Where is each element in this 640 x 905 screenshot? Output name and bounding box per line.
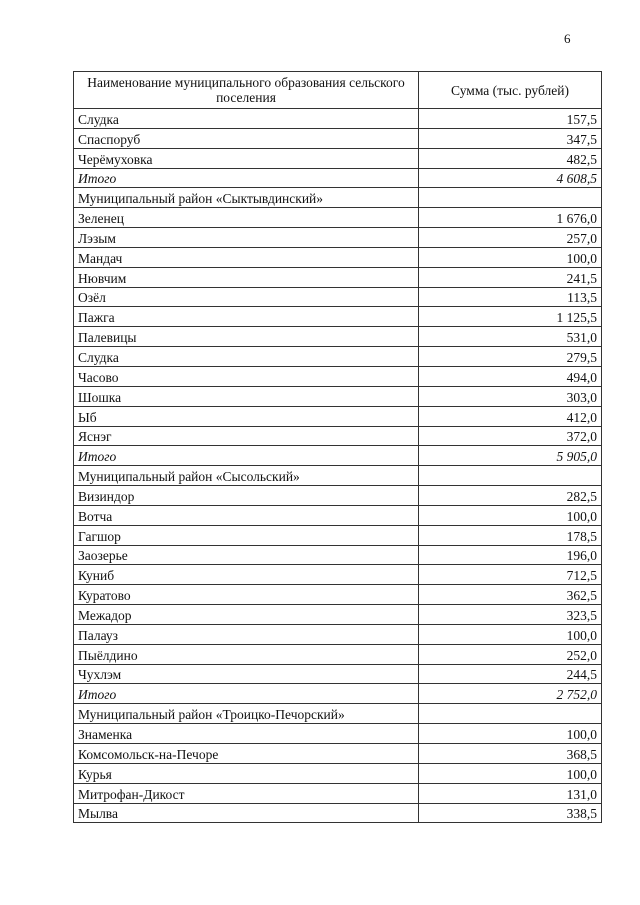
table-row xyxy=(74,247,602,267)
district-row xyxy=(74,466,602,486)
sum-cell: 244,5 xyxy=(419,664,602,684)
sum-cell: 712,5 xyxy=(419,565,602,585)
sum-cell: 131,0 xyxy=(419,783,602,803)
settlement-name: Спаспоруб xyxy=(74,128,419,148)
settlement-name: Ыб xyxy=(74,406,419,426)
table-row xyxy=(74,208,602,228)
settlement-name: Пыёлдино xyxy=(74,644,419,664)
table-row xyxy=(74,783,602,803)
settlement-name: Яснэг xyxy=(74,426,419,446)
sum-cell: 347,5 xyxy=(419,128,602,148)
table-row xyxy=(74,228,602,248)
table-row xyxy=(74,486,602,506)
total-label: Итого xyxy=(74,684,419,704)
settlement-name: Шошка xyxy=(74,386,419,406)
sum-cell: 1 125,5 xyxy=(419,307,602,327)
settlement-name: Нювчим xyxy=(74,267,419,287)
sum-cell: 323,5 xyxy=(419,605,602,625)
settlement-name: Чухлэм xyxy=(74,664,419,684)
table-row xyxy=(74,347,602,367)
sum-cell: 100,0 xyxy=(419,724,602,744)
district-name: Муниципальный район «Сысольский» xyxy=(74,466,419,486)
table-row xyxy=(74,505,602,525)
sum-cell: 1 676,0 xyxy=(419,208,602,228)
sum-cell xyxy=(419,188,602,208)
settlement-name: Куратово xyxy=(74,585,419,605)
sum-cell: 362,5 xyxy=(419,585,602,605)
sum-cell: 482,5 xyxy=(419,148,602,168)
table-row xyxy=(74,763,602,783)
sum-cell: 303,0 xyxy=(419,386,602,406)
table-row xyxy=(74,624,602,644)
sum-cell xyxy=(419,466,602,486)
settlement-name: Мандач xyxy=(74,247,419,267)
sum-cell: 372,0 xyxy=(419,426,602,446)
settlement-name: Озёл xyxy=(74,287,419,307)
budget-table xyxy=(73,71,602,823)
sum-cell: 100,0 xyxy=(419,505,602,525)
total-sum: 2 752,0 xyxy=(419,684,602,704)
table-row xyxy=(74,109,602,129)
sum-cell: 178,5 xyxy=(419,525,602,545)
total-label: Итого xyxy=(74,446,419,466)
table-row xyxy=(74,366,602,386)
district-row xyxy=(74,704,602,724)
sum-cell: 412,0 xyxy=(419,406,602,426)
settlement-name: Заозерье xyxy=(74,545,419,565)
table-row xyxy=(74,644,602,664)
district-name: Муниципальный район «Сыктывдинский» xyxy=(74,188,419,208)
table-row xyxy=(74,545,602,565)
sum-cell: 531,0 xyxy=(419,327,602,347)
total-sum: 5 905,0 xyxy=(419,446,602,466)
total-label: Итого xyxy=(74,168,419,188)
sum-cell: 196,0 xyxy=(419,545,602,565)
sum-cell: 100,0 xyxy=(419,624,602,644)
column-header-sum: Сумма (тыс. рублей) xyxy=(419,72,602,109)
settlement-name: Курья xyxy=(74,763,419,783)
settlement-name: Пажга xyxy=(74,307,419,327)
column-header-name: Наименование муниципального образования сельского поселения xyxy=(74,72,419,109)
table-row xyxy=(74,605,602,625)
sum-cell: 282,5 xyxy=(419,486,602,506)
settlement-name: Митрофан-Дикост xyxy=(74,783,419,803)
sum-cell: 241,5 xyxy=(419,267,602,287)
sum-cell: 279,5 xyxy=(419,347,602,367)
table-row xyxy=(74,148,602,168)
table-row xyxy=(74,267,602,287)
table-row xyxy=(74,803,602,823)
sum-cell: 494,0 xyxy=(419,366,602,386)
settlement-name: Зеленец xyxy=(74,208,419,228)
page-number: 6 xyxy=(564,31,571,46)
settlement-name: Межадор xyxy=(74,605,419,625)
total-row xyxy=(74,684,602,704)
district-name: Муниципальный район «Троицко-Печорский» xyxy=(74,704,419,724)
settlement-name: Лэзым xyxy=(74,228,419,248)
table-header-row xyxy=(74,72,602,109)
settlement-name: Слудка xyxy=(74,347,419,367)
settlement-name: Мылва xyxy=(74,803,419,823)
settlement-name: Палевицы xyxy=(74,327,419,347)
total-sum: 4 608,5 xyxy=(419,168,602,188)
table-body xyxy=(74,109,602,823)
table-row xyxy=(74,525,602,545)
settlement-name: Комсомольск-на-Печоре xyxy=(74,744,419,764)
table-row xyxy=(74,386,602,406)
table-row xyxy=(74,327,602,347)
sum-cell: 100,0 xyxy=(419,763,602,783)
sum-cell: 113,5 xyxy=(419,287,602,307)
table-row xyxy=(74,426,602,446)
settlement-name: Гагшор xyxy=(74,525,419,545)
table-row xyxy=(74,744,602,764)
settlement-name: Черёмуховка xyxy=(74,148,419,168)
table-row xyxy=(74,406,602,426)
sum-cell: 257,0 xyxy=(419,228,602,248)
settlement-name: Визиндор xyxy=(74,486,419,506)
table-row xyxy=(74,307,602,327)
table-row xyxy=(74,664,602,684)
table-row xyxy=(74,724,602,744)
district-row xyxy=(74,188,602,208)
settlement-name: Слудка xyxy=(74,109,419,129)
sum-cell: 100,0 xyxy=(419,247,602,267)
table-row xyxy=(74,585,602,605)
settlement-name: Вотча xyxy=(74,505,419,525)
total-row xyxy=(74,446,602,466)
settlement-name: Знаменка xyxy=(74,724,419,744)
sum-cell: 157,5 xyxy=(419,109,602,129)
table-row xyxy=(74,565,602,585)
settlement-name: Часово xyxy=(74,366,419,386)
sum-cell xyxy=(419,704,602,724)
sum-cell: 338,5 xyxy=(419,803,602,823)
settlement-name: Палауз xyxy=(74,624,419,644)
table-row xyxy=(74,287,602,307)
total-row xyxy=(74,168,602,188)
sum-cell: 252,0 xyxy=(419,644,602,664)
sum-cell: 368,5 xyxy=(419,744,602,764)
table-row xyxy=(74,128,602,148)
settlement-name: Куниб xyxy=(74,565,419,585)
